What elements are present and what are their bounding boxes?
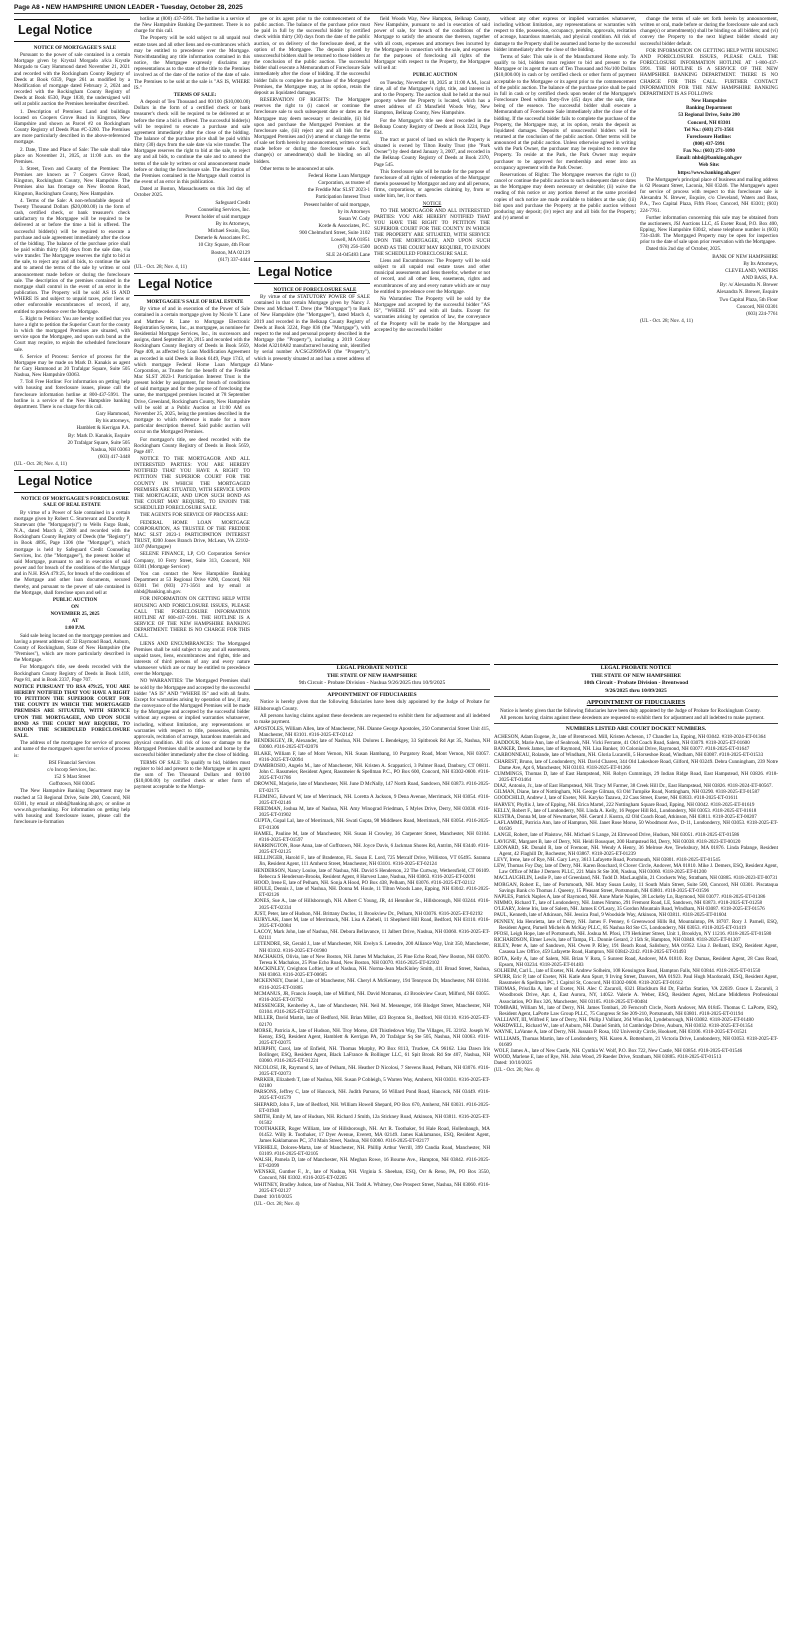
- probate-entry: O'LEARY, Jolene Iris, late of Salem, NH. James E O'Leary, 35 Gordon Mountain Road, Windham, NH 03087. #318-2025-ET-01576: [494, 906, 765, 913]
- auction-line: ON: [71, 603, 79, 610]
- signature-line: 10 City Square, 4th Floor: [198, 242, 250, 249]
- notice-paragraph: By virtue of a Power of Sale contained in a certain mortgage given by Robert C. Sturtevant and Dorothy P. Sturtevant (the "Mortgagor(s)") to Wells Fargo Bank, N.A., dated March 4, 2008 and recorded with the Rockingham County Registry of Deeds (the "Registry") in Book 4895, Page 1306 (the "Mortgage"), which mortgage is held by Safeguard Credit Counseling Services, Inc. (the "Mortgagee"), the present holder of said Mortgage, pursuant to and in execution of said power and for breach of the conditions of the Mortgage and in N.H. RSA 479:25, for breach of the conditions of the Mortgage and other loan documents, secured thereby, and pursuant to the power of sale contained in the Mortgage, shall foreclose upon and sell at: [14, 509, 130, 596]
- probate-entry: LEVY, Irene, late of Rye, NH. Gary Levy, 3613 Lafayette Road, Portsmouth, NH 03801. #318-2025-ET-01545: [494, 857, 721, 863]
- divider: [254, 689, 490, 690]
- probate-entry: HOULE, Dennis J., late of Nashua, NH. Donna M. Houle, 11 Tilton Woods Lane, Epping, NH 03042. #316-2025-ET-02126: [254, 886, 490, 899]
- probate-dated: Dated: 10/10/2025: [254, 1193, 293, 1200]
- signature-line: Lowell, MA 01851: [331, 237, 370, 244]
- bank-website-link[interactable]: https://www.banking.nh.gov/: [677, 169, 741, 176]
- probate-entry: ACHESON, Adam Eugene, Jr., late of Brentwood. Mill, Kristen Acheson, 17 Chandler Ln, Epping, NH 03042. #318-2024-ET-01364: [494, 733, 766, 740]
- signature-line: By: /s/ Alexandra N. Brewer: [719, 282, 778, 289]
- probate-entry: BENDEKGEY, JR, Alexander, late of Nashua, NH. Dolores L Bendekgey, 33 Spitbrook Rd Apt 35, Nashua, NH 03060. #316-2025-ET-02076: [254, 738, 490, 751]
- bank-line: Fax No.: (603) 271-1090: [683, 148, 735, 155]
- probate-entry: MESSENGER, Kenberley A., late of Manchester, NH. Neil M. Messenger, 166 Blodget Street, Manchester, NH 03104. #316-2025-ET-02138: [254, 1003, 490, 1016]
- notice-paragraph: The tract or parcel of land on which the Property is situated is owned by Tilton Realty Trust (the "Park Owner") by deed dated January 3, 2007, and recorded in the Belknap County Registry of Deeds at Book 2370, Page 545.: [374, 136, 490, 168]
- notice-paragraph: The address of the mortgagee for service of process and name of the mortgagee's agent for service of process is:: [14, 740, 130, 759]
- terms-title: TERMS OF SALE:: [173, 91, 217, 98]
- signature-line: By his attorneys,: [95, 418, 130, 425]
- probate-entry: PARSONS, Jeffrey C, late of Hancock, NH. Judith Parsons, 56 Willard Pond Road, Hancock, NH 03449. #316-2025-ET-01579: [254, 1089, 490, 1102]
- notice-paragraph: Pursuant to the power of sale contained in a certain Mortgage given by Krystal Morgado a/k/a Krystle Morgado to Gary Hammond dated November 21, 2021 and recorded with the Rockingham County Registry of Deeds at Book 6359, Page 261 as modified by a Modification of mortgage dated February 2, 2024 and recorded with the Rockingham County Registry of Deeds at Book 6530, Page 1830, the undersigned will sell at public auction the Premises hereinafter described.: [14, 52, 130, 108]
- notice-paragraph: TERMS OF SALE: To qualify to bid, bidders must register to bid and present to the Mortgagee or its agent the sum of Ten Thousand Dollars and 00/100 ($10,000.00) by certified check or other form of payment acceptable to the Mortga-: [134, 759, 250, 791]
- notice-paragraph: SELENE FINANCE, LP, C/O Corporation Service Company, 10 Ferry Street, Suite 313, Concord, NH 03301 (Mortgage Servicer): [134, 551, 250, 570]
- probate-period: 9/26/2025 thru 10/09/2025: [605, 687, 667, 694]
- notice-paragraph: FOR INFORMATION ON GETTING HELP WITH HOUSING AND FORECLOSURE ISSUES, PLEASE CALL THE FORECLOSURE INFORMATION HOTLINE AT 1-800-437-5991. THE HOTLINE IS A SERVICE OF THE NEW HAMPSHIRE BANKING DEPARTMENT. THERE IS NO CHARGE FOR THIS CALL. FURTHER CONTACT INFORMATION FOR THE NEW HAMPSHIRE BANKING DEPARTMENT IS AS FOLLOWS:: [640, 47, 778, 97]
- probate-entry: HOOD, Irene E, late of Pelham, NH. Sonja A Hood, PO Box 438, Pelham, NH 03076. #316-2025-ET-02112: [254, 879, 475, 886]
- probate-intro: Notice is hereby given that the following fiduciaries have been duly appointed by the Judge of Probate for Rockingham County.: [500, 707, 761, 714]
- probate-title: LEGAL PROBATE NOTICE: [336, 665, 408, 671]
- bank-line: 53 Regional Drive, Suite 200: [678, 112, 740, 119]
- bank-line: (800) 437-5991: [693, 140, 725, 147]
- signature-line: Participation Interest Trust: [315, 194, 370, 201]
- notice-caps: NOTICE PURSUANT TO RSA 479:25, YOU ARE HEREBY NOTIFIED THAT YOU HAVE A RIGHT TO PETITION THE SUPERIOR COURT FOR THE COUNTY IN WHICH THE MORTGAGED PREMISES ARE SITUATED, WITH SERVICE UPON THE MORTGAGEE, AND UPON SUCH BOND AS THE COURT MAY REQUIRE, TO ENJOIN THE SCHEDULED FORECLOSURE SALE.: [14, 683, 130, 740]
- probate-entry: WAYNE, LaVanne A, late of Derry, NH. Jussara P. Rosa, 102 University Circle, Hooksett, NH 03106. #318-2025-ET-01521: [494, 1029, 747, 1036]
- notice-paragraph: NOTICE TO THE MORTGAGOR AND ALL INTERESTED PARTIES: YOU ARE HEREBY NOTIFIED THAT YOU HAVE A RIGHT TO PETITION THE SUPERIOR COURT FOR THE COUNTY IN WHICH THE MORTGAGED PREMISES ARE SITUATED, WITH SERVICE UPON THE MORTGAGEE, AND UPON SUCH BOND AS THE COURT MAY REQUIRE, TO ENJOIN THE SCHEDULED FORECLOSURE SALE.: [134, 456, 250, 512]
- masthead: Page A8 • NEW HAMPSHIRE UNION LEADER • Tuesday, October 28, 2025: [14, 0, 778, 14]
- notice-paragraph: 2. Date, Time and Place of Sale: The sale shall take place on November 21, 2025, at 11:00 a.m. on the Premises.: [14, 146, 130, 165]
- signature-line: Two Capital Plaza, 5th Floor: [719, 296, 778, 303]
- notice-paragraph: Said sale being located on the mortgage premises and having a present address of: 32 Raymond Road, Auburn, County of Rockingham, State of New Hampshire (the "Premises"), which are more particularly described in the Mortgage.: [14, 632, 130, 664]
- probate-entry: CARBONNEAU, Rolande, late of Windham, NH. Gloria Lucarelli, 5 Horseshoe Road, Windham, NH 03087. #318-2025-ET-01533: [494, 752, 764, 759]
- column-3: [254, 16, 370, 662]
- probate-entry: PENNEY, Ida Henrietta, late of Derry, NH. James F. Penney, 6 Greenwood Hills Rd, Mountaintop, PA 18707. Rory J. Parnell, ESQ, Resident Agent, Parnell Michels & McKay PLLC, 85 Nashua Rd Ste C5, Londonderry, NH 03053. #318-2025-ET-01419: [494, 918, 778, 931]
- signature-line: Safeguard Credit: [215, 199, 250, 206]
- probate-entry: MACHAKOS, Olivia, late of New Boston, NH. James M Machakos, 25 Pine Echo Road, New Boston, NH 03070. Teresa K Machakos, 25 Pine Echo Road, New Boston, NH 03070. #316-2025-ET-02102: [254, 953, 490, 966]
- notice-paragraph: 4. Terms of the Sale: A non-refundable deposit of Twenty Thousand Dollars ($20,000.00) in the form of cash, certified check, or bank treasurer's check satisfactory to the Mortgagee will be required to be delivered at or before the time a bid is offered. The successful bidder(s) will be required to execute a purchase and sale agreement immediately after the close of the bidding. The balance of the purchase price shall be paid within thirty (30) days from the sale date, via wire transfer. The Mortgagee reserves the right to bid at the sale, to reject any and all bids, to continue the sale and to amend the terms of the sale by written or oral announcement made before or during the foreclosure sale. The description of the premises contained in the mortgage shall control in the event of an error in the publication. The Property will be sold AS IS AND WHERE IS and subject to unpaid taxes, prior liens or other enforceable encumbrances of record, if any, entitled to precedence over the Mortgage.: [14, 197, 130, 315]
- signature-line: AND BASS, P.A.: [741, 275, 778, 282]
- notice-paragraph: By virtue of and in execution of the Power of Sale contained in a certain mortgage given by Nicole Y. Lane and Matthew R. Lane to Mortgage Electronic Registration Systems, Inc., as mortgagee, as nominee for Residential Mortgage Services, Inc., its successors and assigns, dated September 30, 2015 and recorded with the Rockingham County Registry of Deeds in Book 5659, Page 409, as affected by Loan Modification Agreement as recorded in said Deeds in Book 6149, Page 1743, of which mortgage Federal Home Loan Mortgage Corporation, as Trustee for the benefit of the Freddie Mac SLST 2023-1 Participation Interest Trust is the present holder by assignment, for breach of conditions of said mortgage and for the purpose of foreclosing the same, the mortgaged premises located at 78 September Drive, Greenland, Rockingham County, New Hampshire will be sold at a Public Auction at 11:00 AM on November 25, 2025, being the premises described in the mortgage to which reference is made for a more particular description thereof. Said public auction will occur on the Mortgaged Premises.: [134, 306, 250, 436]
- column-5: [494, 16, 636, 662]
- bank-line: Concord, NH 03301: [687, 119, 731, 126]
- publication-dates: (UL - Oct. 28; Nov. 4): [254, 1201, 300, 1208]
- probate-entry: TOMBARI, William M., late of Derry, NH. James Tombari, 20 Ferncroft Circle, North Andover, MA 01845. Thomas C. LaPorte, ESQ, Resident Agent, LaPorte Law Group PLLC, 75 Congress St Ste 209-210, Portsmouth, NH 03801. #318-2025-ET-01194: [494, 1004, 778, 1017]
- probate-entry: GILMAN, Diane, late of Nottingham, NH. George Gilman, 63 Old Turnpike Road, Nottingham, NH 03290. #318-2025-ET-01587: [494, 789, 760, 796]
- notice-paragraph: Dated at Boston, Massachusetts on this 3rd day of October 2025.: [134, 186, 250, 199]
- signature-line: CLEVELAND, WATERS: [725, 267, 778, 274]
- probate-entry: TOOTHAKER, Roger William, late of Hillsborough, NH. Art R. Toothaker, 94 Hale Road, Hollenbaugh, MA 01452. Willy R. Toothaker, 17 Dyer Avenue, Everett, MA 02149. James Kaklamanos, ESQ, Resident Agent, James Kaklamanos PC, 374 Main Street, Nashua, NH 03060. #316-2025-ET-02177: [254, 1126, 490, 1145]
- signature-line: by its Attorneys: [337, 208, 370, 215]
- probate-entry: MORSE, Patricia A., late of Hudson, NH. Troy Morse, 420 Thistledown Way, The Villages, FL 32162. Joseph W. Kenny, ESQ, Resident Agent, Hamblett & Kerrigan PA, 20 Trafalgar Sq Ste 505, Nashua, NH 03063. #316-2025-ET-02075: [254, 1027, 490, 1046]
- notice-paragraph: Reservations of Rights: The Mortgagee reserves the right to (i) cancel or continue the public auction to such subsequent date or dates as the Mortgagee may deem necessary or desirable; (ii) waive the reading of this notice or any portion thereof at the same provided copies of such notice are made available to bidders at the sale; (iii) bid upon and purchase the Property at the public auction without producing any deposit; (iv) reject any and all bids for the Property; and (v) amend or: [494, 171, 636, 221]
- probate-entry: PAUL, Kenneth, late of Atkinson, NH. Jessica Paul, 9 Woodside Way, Atkinson, NH 03811. #318-2025-ET-01604: [494, 912, 727, 919]
- notice-paragraph: Other terms to be announced at sale.: [260, 165, 335, 172]
- probate-entry: PFOSI, Leigh Hope, late of Portsmouth, NH. Joshua M. Pfosi, 179 Herkimer Street, Unit 1, Brooklyn, NY 11216. #318-2025-ET-01580: [494, 930, 772, 937]
- probate-entry: LETENDRE, SR, Gerald J., late of Manchester, NH. Evelyn S. Letendre, 200 Alliance Way, Unit 350, Manchester, NH 03102. #316-2025-ET-01980: [254, 941, 490, 954]
- notice-title: NOTICE OF MORTGAGEE'S SALE: [33, 45, 117, 51]
- probate-intro: All persons having claims against these decedents are requested to exhibit them for adjustment and all indebted to make payment.: [500, 715, 765, 722]
- publication-dates: (UL - Oct. 28; Nov. 4): [494, 1067, 540, 1074]
- probate-entry: MACLAUGHLIN, Leslie P., late of Greenland, NH. Todd D. MacLaughlin, 21 Crockerts Way, Stratham, NH 03885. #318-2023-ET-00731: [494, 875, 778, 882]
- signature-line: BANK OF NEW HAMPSHIRE: [712, 253, 778, 260]
- notice-title: NOTICE OF FORECLOSURE SALE: [273, 286, 357, 293]
- signature-line: 900 Chelmsford Street, Suite 3102: [299, 230, 370, 237]
- probate-entry: MILLER, David Martin, late of Bedford, NH. Brian Miller, 423 Boynton St., Bedford, NH 03110. #316-2025-ET-02170: [254, 1015, 490, 1028]
- notice-paragraph: FEDERAL HOME LOAN MORTGAGE CORPORATION, AS TRUSTEE OF THE FREDDIE MAC SLST 2023-1 PARTICIPATION INTEREST TRUST, 8200 Jones Branch Drive, McLean, VA 22102-3107 (Mortgagee): [134, 519, 250, 551]
- probate-entry: KUSTRA, Donna M, late of Newmarket, NH. Gerard J. Kustra, 42 Old Coach Road, Atkinson, NH 03811. #318-2025-ET-00207: [494, 813, 757, 820]
- probate-entry: SOLHEIM, Carl L., late of Exeter, NH. Andrew Solheim, 108 Kensington Road, Hampton Falls, NH 03844. #318-2025-ET-01550: [494, 967, 761, 974]
- probate-intro: Notice is hereby given that the following fiduciaries have been duly appointed by the Judge of Probate for Hillsborough County.: [254, 699, 490, 712]
- notice-paragraph: 5. Right to Petition: You are hereby notified that you have a right to petition the Superior Court for the county in which the mortgaged Premises are situated, with service upon the Mortgagee, and upon such bond as the Court may require, to enjoin the scheduled foreclosure sale.: [14, 315, 130, 353]
- notice-paragraph: Dated this 2nd day of October, 2025.: [646, 246, 722, 253]
- signature-line: Boston, MA 02129: [211, 249, 250, 256]
- signature-line: the Freddie Mac SLST 2023-1: [307, 187, 370, 194]
- signature-line: Gary Hammond,: [95, 411, 130, 418]
- probate-entry: APOSTOLES, William Allen, late of Manchester, NH. Dianne George Apostoles, 250 Commercial Street Unit 415, Manchester, NH 03101. #316-2025-ET-02142: [254, 726, 490, 739]
- notice-paragraph: 7. Toll Free Hotline: For information on getting help with housing and foreclosure issues, please call the foreclosure information hotline at 800-437-5991. The hotline is a service of the New Hampshire banking department. There is no charge for this call.: [14, 379, 130, 410]
- notice-paragraph: For Mortgagor's title, see deeds recorded with the Rockingham County Registry of Deeds in Book 1418, Page 81, and in Book 2337, Page 707.: [14, 664, 130, 683]
- signature-line: Present holder of said mortgage,: [303, 201, 370, 208]
- probate-entry: WHITNEY, Bradley Judson, late of Nashua, NH. Todd A. Whitney, One Prospect Street, Nashua, NH 03060. #316-2025-ET-02127: [254, 1181, 490, 1194]
- probate-subhead: NUMBERS LISTED ARE COURT DOCKET NUMBERS.: [565, 726, 707, 733]
- signature-line: Susan W. Cody: [338, 215, 370, 222]
- probate-entry: HAMEL, Pauline M, late of Manchester, NH. Susan H Crowley, 36 Carpenter Street, Manchester, NH 03104. #316-2025-ET-01597: [254, 830, 490, 843]
- probate-entry: HARRINGTON, Rose Anna, late of Goffstown, NH. Joyce Davis, 6 Jackman Shores Rd, Antrim, NH 03440. #316-2025-ET-02125: [254, 842, 490, 856]
- signature-line: Federal Home Loan Mortgage: [308, 172, 370, 179]
- auction-line: NOVEMBER 25, 2025: [50, 611, 100, 618]
- probate-entry: LAVIGNE, Margaret B, late of Derry, NH. Heidi Bousquet, 200 Hampstead Rd, Derry, NH 03038. #318-2023-ET-00120: [494, 838, 741, 845]
- agent-line: 152 S Mast Street: [53, 774, 91, 781]
- probate-entry: WOLF, James A., late of New Castle, NH. Cynthia W. Wolf, P.O. Box 722, New Castle, NH 03854. #318-2025-ET-01546: [494, 1047, 743, 1054]
- notice-paragraph: THE AGENTS FOR SERVICE OF PROCESS ARE:: [140, 512, 248, 519]
- notice-paragraph: field Woods Way, New Hampton, Belknap County, New Hampshire, pursuant to and in execution of said power of sale, for breach of the conditions of the Mortgage to satisfy the amounts due thereon, together with all costs, expenses and attorneys fees incurred by the Mortgagee in connection with the sale, and expenses for the purposes of foreclosing all rights of the Mortgagor with respect to the Property, the Mortgagee will sell at:: [374, 16, 490, 72]
- bank-line: Banking Department: [686, 105, 732, 112]
- bank-line: Tel No.: (603) 271-3561: [683, 126, 735, 133]
- probate-entry: FRIEDMAN, Joshua M, late of Nashua, NH. Amy Winograd Friedman, 5 Myles Drive, Derry, NH 03038. #316-2025-ET-01902: [254, 806, 490, 819]
- probate-entry: FLEMING, Edward W, late of Merrimack, NH. Loretta A Jackson, 9 Dena Avenue, Merrimack, NH 03054. #316-2025-ET-02146: [254, 793, 490, 806]
- probate-entries: [254, 726, 490, 1194]
- bank-line: New Hampshire: [691, 98, 727, 105]
- probate-entry: KURYLAK, Janet M, late of Merrimack, NH. Lisa A Ziebell, 11 Shepherd Hill Road, Bedford, NH 03110. #316-2025-ET-02084: [254, 916, 490, 929]
- probate-entry: WILLIAMS, Thomas Martin, late of Londonderry, NH. Karen A. Bottenhorn, 21 Victoria Drive, Londonderry, NH 03053. #318-2025-ET-01609: [494, 1035, 778, 1048]
- probate-entry: WENSKE, Gunther F., Jr., late of Nashua, NH. Virginia S. Sheehan, ESQ, Orr & Reno, PA, PO Box 3550, Concord, NH 03302. #316-2025-ET-02205: [254, 1169, 490, 1182]
- publication-dates: (UL - Oct. 28; Nov. 4, 11): [640, 318, 693, 325]
- signature-line: By: Mark D. Kanakis, Esquire: [68, 432, 130, 439]
- probate-entry: SHEPARD, John F., late of Bedford, NH. William Howell Shepard, PO Box 670, Amherst, NH 03031. #316-2025-ET-01940: [254, 1101, 490, 1114]
- legal-notice-heading: Legal Notice: [14, 470, 130, 493]
- probate-court: 10th Circuit - Probate Division - Brentwood: [583, 680, 689, 687]
- probate-entry: LEONARD, SR. Donald R, late of Fremont, NH. Wendy A Henry, 36 Melrose Ave, Tewksbury, MA 01876. Linda Palange, Resident Agent, 42 Flaghill Dr, Rochester, NH 03867. #318-2025-ET-01239: [494, 844, 778, 857]
- probate-entry: D'AMBROSIO, Angelo M., late of Manchester, NH. Kristen A. Scappaticci, 3 Palmer Road, Danbury, CT 06811. John C. Rassmeier, Resident Agent, Rassmeier & Spellman P.C., PO Box 600, Concord, NH 03302-0600. #316-2025-ET-01786: [254, 762, 490, 782]
- notice-paragraph: This foreclosure sale will be made for the purpose of foreclosure of all rights of redemption of the Mortgagor therein possessed by Mortgagor and any and all persons, firms, corporations, or agencies claiming by, from or under him, her, it or them.: [374, 168, 490, 200]
- notice-paragraph: The New Hampshire Banking Department may be reached at 53 Regional Drive, Suite 200, Concord, NH 03301, by email at nhbd@banking.nh.gov, or online at www.nh.gov/banking. For information on getting help with housing and foreclosure issues, please call the foreclosure in-formation: [14, 788, 130, 826]
- notice-paragraph: NO WARRANTIES: The Mortgaged Premises shall be sold by the Mortgagee and accepted by the successful bidder "AS IS" AND "WHERE IS" and with all faults. Except for warranties arising by operation of law, if any, the conveyance of the Mortgaged Premises will be made by the Mortgagee and accepted by the successful bidder without any express or implied warranties whatsoever, including, without limitation, any representations or warranties with respect to title, possession, permits, approvals, recitation of acreage, hazardous materials and physical condition. All risk of loss or damage to the Mortgaged Premises shall be assumed and borne by the successful bidder immediately after the close of bidding.: [134, 678, 250, 759]
- publication-dates: (UL - Oct. 28; Nov. 4, 11): [134, 263, 187, 270]
- probate-entry: THOMAS, Priscilla A, late of Exeter, NH. Alec C Zacaroli, 6321 Blackburn Rd Dr, Fairfax Station, VA 22039. Grace L Zacaroli, 3 Woodbrook Drive, Apt. 4, East Aurora, NY, 14052. Valerie A. Weber, ESQ, Resident Agent, McLane Middleton Professional Association, PO Box 326, Manchester, NH 03105. #318-2025-ET-00484: [494, 986, 778, 1005]
- signature-line: (603) 224-7761: [746, 310, 778, 317]
- probate-entry: MCMANUS, JR, Francis Joseph, late of Milford, NH. David Mcmanus, 43 Brookview Court, Milford, NH 03055. #316-2025-ET-01792: [254, 990, 490, 1003]
- notice-paragraph: For the Mortgagor's title see deed recorded in the Belknap County Registry of Deeds at Book 3224, Page 834.: [374, 117, 490, 136]
- signature-line: (617) 337-4444: [218, 256, 250, 263]
- notice-paragraph: gee or its agent prior to the commencement of the public auction. The balance of the purchase price must be paid in full by the successful bidder by certified check within thirty (30) days from the date of the public auction, or on delivery of the foreclosure deed, at the option of the Mortgagee. The deposits placed by unsuccessful bidders shall be returned to those bidders at the conclusion of the public auction. The successful bidder shall execute a Memorandum of Foreclosure Sale immediately after the close of bidding. If the successful bidder fails to complete the purchase of the Mortgaged Premises, the Mortgagee may, at its option, retain the deposit as liquidated damages.: [254, 16, 370, 96]
- paper-name: NEW HAMPSHIRE UNION LEADER: [45, 3, 155, 11]
- probate-entry: DIAZ, Antonio, Jr., late of East Hampstead, NH. Tracy M Farmer, 38 Creek Hill Dr., East Hampstead, NH 03826. #318-2024-ET-00567.: [494, 783, 773, 790]
- probate-entry: GOODCHILD, Andrew J, late of Exeter, NH. Karyko Tazawa, 22 Cass Street, Exeter, NH 03833. #318-2025-ET-01611: [494, 795, 738, 802]
- notice-paragraph: LIENS AND ENCUMBRANCES: The Mortgaged Premises shall be sold subject to any and all easements, unpaid taxes, liens, encumbrances and rights, title and interests of third persons of any and every nature whatsoever which are or may be entitled to precedence over the Mortgage.: [134, 640, 250, 678]
- issue-date: Tuesday, October 28, 2025: [160, 3, 243, 11]
- probate-entry: PARKER, Elizabeth T, late of Nashua, NH. Susan P Cobleigh, 5 Warren Way, Amherst, NH 03031. #316-2025-ET-02180: [254, 1076, 490, 1090]
- probate-entry: GUPTA, Gopal Lal, late of Merrimack, NH. Swati Gupta, 98 Middlesex Road, Merrimack, NH 03054. #316-2025-ET-01306: [254, 818, 490, 831]
- probate-entry: BLAKE, William F, late of Mont Vernon, NH. Susan Hambang, 10 Purgatory Road, Mont Vernon, NH 03057. #316-2025-ET-02094: [254, 750, 490, 763]
- probate-notice-nashua: [254, 664, 490, 1627]
- probate-dated: Dated: 10/10/2025: [494, 1060, 533, 1067]
- probate-court: 9th Circuit - Probate Division - Nashua 9/26/2025 thru 10/9/2025: [298, 680, 446, 687]
- probate-entry: KELLY, Robert F., late of Londonderry, NH. Linda A. Kelly, 16 Pepper Hill Rd., Londonderry, NH 03053. #318-2025-ET-01618: [494, 807, 757, 814]
- notice-paragraph: on Tuesday, November 18, 2025 at 11:00 A.M., local time, all of the Mortgagee's right, title, and interest in and to the Property. The auction shall be held at the real property where the Property is located, which has a street address of 43 Mansfield Woods Way, New Hampton, Belknap County, New Hampshire.: [374, 79, 490, 117]
- signature-line: Concord, NH 03301: [736, 303, 778, 310]
- notice-caps: TO THE MORTGAGOR AND ALL INTERESTED PARTIES: YOU ARE HEREBY NOTIFIED THAT YOU HAVE THE RIGHT TO PETITION THE SUPERIOR COURT FOR THE COUNTY IN WHICH THE PROPERTY ARE SITUATED, WITH SERVICE UPON THE MORTGAGEE, AND UPON SUCH BOND AS THE COURT MAY REQUIRE, TO ENJOIN THE SCHEDULED FORECLOSURE SALE.: [374, 207, 490, 257]
- probate-entry: NICOLOSI, JR, Raymond S, late of Pelham, NH. Heather D Nicolosi, 7 Stevens Road, Pelham, NH 03076. #316-2025-ET-02073: [254, 1064, 490, 1077]
- notice-paragraph: hotline at (800) 437-5991. The hotline is a service of the New Hampshire Banking De-partment. There is no charge for this call.: [134, 16, 250, 35]
- notice-label: NOTICE: [422, 200, 442, 207]
- probate-entry: VALLIANT, III, Wilfred F, late of Derry, NH. Philip J Valliant, 264 Winn Rd, Lyndeborough, NH 03082. #318-2025-ET-01480: [494, 1017, 754, 1024]
- signature-line: Korde & Associates, P.C.: [318, 223, 370, 229]
- bank-email[interactable]: Email: nhbd@banking.nh.gov: [676, 155, 742, 162]
- legal-notice-heading: Legal Notice: [14, 19, 130, 42]
- probate-state: THE STATE OF NEW HAMPSHIRE: [326, 672, 418, 679]
- signature-line: Demerle & Associates P.C.: [194, 235, 250, 242]
- signature-line: Corporation, as trustee of: [318, 180, 370, 187]
- divider: [494, 696, 778, 697]
- notice-paragraph: 3. Street, Town and County of the Premises: The Premises are known as 7 Coopers Grove Road, Kingston, Rockingham County, New Hampshire. The Premises also has frontage on New Boston Road, Kingston, Rockingham County, New Hampshire.: [14, 165, 130, 197]
- notice-paragraph: No Warranties: The Property will be sold by the Mortgagee and accepted by the successful bidder "AS IS", "WHERE IS" and with all faults. Except for warranties arising by operation of law, the conveyance of the Property will be made by the Mortgagee and accepted by the successful bidder: [374, 295, 490, 333]
- notice-paragraph: RESERVATION OF RIGHTS: The Mortgagee reserves the right to (i) cancel or continue the foreclosure sale to such subsequent date or dates as the Mortgagee may deem necessary or desirable, (ii) bid upon and purchase the Mortgaged Premises at the foreclosure sale, (iii) reject any and all bids for the Mortgaged Premises and (iv) amend or change the terms of sale set forth herein by announcement, written or oral, made before or during the foreclosure sale. Such change(s) or amendment(s) shall be binding on all bidders.: [254, 97, 370, 165]
- probate-entry: BANKER, Derek James, late of Raymond, NH. Lisa Banker, 10 Colonial Drive, Raymond, NH 03077. #318-2025-ET-01647: [494, 746, 750, 753]
- column-1: [14, 16, 130, 1626]
- signature-line: Alexandra N. Brewer, Esquire: [716, 289, 778, 296]
- signature-line: Hamblett & Kerrigan P.A.: [76, 425, 130, 432]
- probate-intro: All persons having claims against these decedents are requested to exhibit them for adjustment and all indebted to make payment.: [254, 712, 490, 725]
- probate-entry: MORGAN, Robert E., late of Portsmouth, NH. Mary Susan Leahy, 11 South Main Street, Suite 500, Concord, NH 03301. Piscataqua Savings Bank c/o Thomas J. Queeny, 15 Pleasant Street, Portsmouth, NH 03801. #318-2025-ET-01596: [494, 881, 778, 894]
- notice-paragraph: FOR INFORMATION ON GETTING HELP WITH HOUSING AND FORECLOSURE ISSUES, PLEASE CALL THE FORECLOSURE INFORMATION HOTLINE AT 800-437-5991. THE HOTLINE IS A SERVICE OF THE NEW HAMPSHIRE BANKING DEPARTMENT. THERE IS NO CHARGE FOR THIS CALL.: [134, 596, 250, 640]
- probate-entry: HENDERSON, Nancy Louise, late of Nashua, NH. David S Henderson, 22 The Curtway, Wethersfield, CT 06109. Rebecca S Henderson-Brooks, Resident Agent, 8 Harvest Lane, Nashua, NH 03063. #316-2025-ET-02091: [254, 867, 490, 880]
- legal-notice-heading: Legal Notice: [254, 261, 370, 284]
- notice-paragraph: change the terms of sale set forth herein by announcement, written or oral, made before or during the foreclosure sale and such change(s) or amendment(s) shall be binding on all bidders; and (vi) convey the Property to the next highest bidder should any successful bidder default.: [640, 16, 778, 47]
- probate-entry: CHAREST, Bruno, late of Londonderry, NH. David Charest, 344 Old Lakeshore Road, Gilford, NH 03249. Debra Cunningham, 239 Notre Dame Ave, Apt 6, Manchester, NH 03103. #318-2025-ET-01266: [494, 758, 778, 771]
- probate-entry: MACKINLEY, Creighton Loftier, late of Nashua, NH. Norma-Jean MacKinley Smith, 411 Broad Street, Nashua, NH 03063. #316-2025-ET-00605: [254, 966, 490, 979]
- agent-line: BSI Financial Services: [48, 759, 96, 766]
- probate-entry: HELLINGER, Harold F., late of Bradenton, FL. Susan E. Lord, 725 Metcalf Drive, Williston, VT 05495. Saranna Jin, Resident Agent, 111 Amherst Street, Manchester, NH 03101. #316-2025-ET-02124: [254, 855, 490, 868]
- signature-line: Nashua, NH 03063: [90, 446, 130, 453]
- probate-appointment-title: APPOINTMENT OF FIDUCIARIES: [327, 691, 417, 698]
- notice-paragraph: By virtue of the STATUTORY POWER OF SALE contained in that certain Mortgage given by Nancy J. Drew and Michael T. Drew (the "Mortgagor") to Bank of New Hampshire (the "Mortgagee"), dated March 4, 2019 and recorded in the Belknap County Registry of Deeds at Book 3224, Page 836 (the "Mortgage"), with respect to the real and personal property described in the Mortgage (the "Property"), including a 2019 Colony Model A3210A82 manufactured housing unit, identified by serial number A/CSG29909A/B (the "Property"), which is presently situated at and has a street address of 43 Mans-: [254, 293, 370, 368]
- bank-line: Web Site:: [698, 162, 720, 169]
- notice-paragraph: Liens and Encumbrances: The Property will be sold subject to all unpaid real estate taxes and other municipal assessments and liens therefor, whether or not of record, and all other liens, easements, rights and encumbrances of any and every nature which are or may be entitled to precedence over the Mortgage.: [374, 257, 490, 295]
- signature-line: (603) 417-3448: [98, 454, 130, 460]
- probate-entry: RILEY, Peter A, late of Sandown, NH. Owen P. Riley, 191 Beach Road, Salisbury, MA 01952. Lisa J. Bellanti, ESQ, Resident Agent, Casassa Law Office, 459 Lafayette Road, Hampton, NH 03842-2242. #318-2025-ET-01493: [494, 943, 778, 956]
- probate-entry: LAFLAMME, Patricia Ann, late of Hampton, NH. Janet Rose Morse, 50 Woodmont Ave., D-11, Londonderry, NH 03053. #318-2025-ET-01636: [494, 820, 778, 833]
- auction-line: PUBLIC AUCTION: [52, 596, 98, 603]
- probate-entry: ROTA, Kelly A, late of Salem, NH. Brian V Rota, 5 Sunrest Road, Andover, MA 01810. Roy Dumas, Resident Agent, 28 Cass Road, Epsom, NH 03234. #318-2025-ET-01483: [494, 955, 778, 968]
- probate-entry: BADDOUR, Marie Ann, late of Seabrook, NH. Vicki Ferrante, 41 Old Coach Road, Salem, NH 03079. #318-2025-ET-01600: [494, 740, 750, 747]
- column-6: [640, 16, 778, 662]
- signature-line: Counseling Services, Inc.: [197, 206, 250, 213]
- legal-notice-heading: Legal Notice: [134, 273, 250, 296]
- notice-paragraph: Terms of Sale: This sale is of the Manufactured Home only. To qualify to bid, bidders must register to bid and present to the Mortgagee or its agent the sum of Ten Thousand and No/100 Dollars ($10,000.00) in cash or by certified check or other form of payment acceptable to the Mortgagee or its agent prior to the commencement of the public auction. The balance of the purchase price shall be paid in full in cash or by certified check upon tender of the Mortgagee's Foreclosure Deed within forty-five (45) days after the sale, time being of the essence. The successful bidder shall execute a Memorandum of Foreclosure Sale immediately after the close of the bidding. If the successful bidder fails to complete the purchase of the Property, the Mortgagee may, at its option, retain the deposit as liquidated damages. Deposits of unsuccessful bidders will be returned at the conclusion of the public auction. Other terms will be announced at the public auction. Unless otherwise agreed in writing with the Park Owner, the purchaser may be required to remove the Property. To reside at the Park, the Park Owner may require purchaser to be approved for membership and enter into an occupancy agreement with the Park Owner.: [494, 53, 636, 171]
- probate-entry: WARDWELL, Richard W., late of Auburn, NH. Daniel Smith, 14 Cambridge Drive, Auburn, NH 03032. #318-2025-ET-01354: [494, 1023, 753, 1030]
- auction-title: PUBLIC AUCTION: [412, 72, 458, 79]
- divider: [494, 723, 778, 724]
- probate-entry: WOOD, Marlene E, late of Rye, NH. John Wood, 29 Raeder Drive, Stratham, NH 03885. #318-2025-ET-01513: [494, 1054, 722, 1060]
- notice-paragraph: without any other express or implied warranties whatsoever, including without limitation, any representations or warranties with respect to title, possession, occupancy, permits, approvals, recitation of acreage, hazardous materials, and physical condition. All risk of damage to the Property shall be assumed and borne by the successful bidder immediately after the close of the bidding.: [494, 16, 636, 53]
- probate-appointment-title: APPOINTMENT OF FIDUCIARIES: [586, 699, 686, 707]
- probate-entry: RICHARDSON, Elmer Lewis, late of Tampa, FL. Donnie Gerard, 2 15th St, Hampton, NH 03848. #318-2025-ET-01307: [494, 937, 741, 944]
- probate-entry: JUST, Peter, late of Hudson, NH. Brittany Duclos, 11 Brookview Dr., Pelham, NH 03076. #316-2025-ET-02192: [254, 910, 483, 917]
- agent-line: Goffstown, NH 03045: [49, 781, 95, 788]
- bank-line: Foreclosure Hotline:: [686, 133, 732, 140]
- notice-paragraph: 1. Description of Premises: Land and buildings located on Coopers Grove Road in Kingston, New Hampshire and shown as Parcel #2 on Rockingham County Registry of Deeds Plan #C-3260. The Premises are more particularly described in the above-referenced mortgage.: [14, 108, 130, 146]
- probate-entry: NAPLES, Patrick Naples A, late of Raymond, NH. Anne Marie Naples, 38 Lockeby Ln, Raymond, NH 03077. #318-2025-ET-01386: [494, 893, 766, 900]
- probate-entry: HARVEY, Phyllis J, late of Epping, NH. Erica Martel, 222 Nottingham Square Road, Epping, NH 03042. #318-2025-ET-01619: [494, 801, 755, 808]
- signature-line: 20 Trafalgar Square, Suite 505: [67, 439, 130, 446]
- probate-entry: JONES, Sue A., late of Hillsborough, NH. Albert C Young, JR, 44 Henniker St., Hillsborough, NH 03244. #316-2025-ET-02334: [254, 898, 490, 911]
- signature-line: By its Attorneys,: [215, 221, 250, 227]
- probate-entry: LANGE, Robert, late of Plaistow, NH. Michael S Lange, 24 Elmwood Drive, Hudson, NH 03051. #318-2025-ET-01586: [494, 832, 740, 839]
- notice-paragraph: A deposit of Ten Thousand and 00/100 ($10,000.00) Dollars in the form of a certified check or bank treasurer's check will be required to be delivered at or before the time a bid is offered. The successful bidder(s) will be required to execute a purchase and sale agreement immediately after the close of the bidding. The balance of the purchase price shall be paid within thirty (30) days from the sale date via wire transfer. The Mortgagee reserves the right to bid at the sale, to reject any and all bids, to continue the sale and to amend the terms of the sale by written or oral announcement made before or during the foreclosure sale. The description of the Premises contained in the Mortgage shall control in the event of an error in this publication.: [134, 99, 250, 186]
- notice-paragraph: The Mortgagee's principal place of business and mailing address is 62 Pleasant Street, Laconia, NH 03246. The Mortgagee's agent for service of process with respect to this foreclosure sale is Alexandra N. Brewer, Esquire, c/o Cleveland, Waters and Bass, P.A., Two Capital Plaza, Fifth Floor, Concord, NH 03301; (603) 224-7761.: [640, 176, 778, 214]
- agent-line: c/o Incorp Services, Inc.: [47, 766, 97, 773]
- notice-paragraph: Further information concerning this sale may be obtained from the auctioneers, JSJ Auctions LLC, 45 Exeter Road, P.O. Box 400, Epping, New Hampshire 03042, whose telephone number is (603) 734-4348. The Mortgaged Property may be open for inspection prior to the date of sale upon prior reservation with the Mortgagee.: [640, 214, 778, 246]
- column-4: [374, 16, 490, 662]
- notice-title: MORTGAGEE'S SALE OF REAL ESTATE: [146, 299, 244, 306]
- signature-line: By Its Attorneys,: [743, 260, 778, 267]
- signature-line: (978) 256-1500: [338, 244, 370, 251]
- probate-entries: [494, 734, 778, 1060]
- auction-line: AT: [71, 618, 79, 625]
- probate-entry: LEW, Thomas Foy Day, late of Derry, NH. Karen Bouchard, 8 Clover Circle, Andover, MA 01810. Mike J. Demers, ESQ, Resident Agent, Law Office of Mike J Demers PLLC, 221 Main St Ste 300, Nashua, NH 03060. #318-2025-ET-01200: [494, 863, 778, 876]
- notice-paragraph: For mortgagor's title, see deed recorded with the Rockingham County Registry of Deeds in Book 5659, Page 407.: [134, 436, 250, 455]
- auction-line: 1:00 P.M.: [64, 625, 86, 632]
- masthead-rule: [14, 13, 778, 14]
- probate-entry: NIMMO, Richard T., late of Londonderry, NH. James Nimmo, 291 Fremont Road, LE, Sandown, NH 03873. #318-2025-ET-01258: [494, 900, 763, 907]
- notice-paragraph: 6. Service of Process: Service of process for the Mortgagee may be made on Mark D. Kanakis as agent for Gary Hammond at 20 Trafalgar Square, Suite 505 Nashua, New Hampshire 03063.: [14, 353, 130, 379]
- column-2: [134, 16, 250, 1626]
- probate-entry: MURPHY, Carol, late of Enfield, NH. Thomas Murphy, PO Box 8113, Truckee, CA 96162. Lisa Dawn Iris Bollinger, ESQ, Resident Agent, Black LaFrance & Bollinger LLC, 61 Spit Brook Rd Ste 407, Nashua, NH 03060. #316-2025-ET-01224: [254, 1046, 490, 1065]
- probate-entry: SMITH, Emily M, late of Hudson, NH. Richard J Smith, 12a Stickney Road, Atkinson, NH 03811. #316-2025-ET-01502: [254, 1113, 490, 1126]
- probate-state: THE STATE OF NEW HAMPSHIRE: [590, 672, 682, 679]
- probate-entry: MCKENNEY, Daniel J., late of Manchester, NH. Cheryl A McKenney, 194 Tennyson Dr, Manchester, NH 03104. #316-2025-ET-01885: [254, 978, 490, 991]
- probate-entry: DROWNE, Marjorie, late of Manchester, NH. June D McNally, 147 North Road, Sandown, NH 03873. #316-2025-ET-02175: [254, 781, 490, 794]
- probate-entry: CUMMINGS, Thomas D, late of East Hampstead, NH. Robyn Cummings, 29 Indian Ridge Road, East Hampstead, NH 03826. #318-2025-ET-01464: [494, 770, 778, 783]
- publication-dates: (UL - Oct. 28; Nov. 4, 11): [14, 461, 67, 468]
- signature-line: SLE 24-045483 Lane: [326, 251, 370, 258]
- page-number: Page A8: [14, 3, 40, 11]
- notice-paragraph: The Property will be sold subject to all unpaid real estate taxes and all other liens and en-cumbrances which may be entitled to precedence over the Mortgage. Notwithstanding any title information contained in this notice, the Mortgagee expressly disclaims any representations as to the state of the title to the Premises involved as of the date of the notice of the date of sale. The Premises to be sold at the sale is "AS IS, WHERE IS.": [134, 35, 250, 91]
- probate-entry: SPURR, Eric P, late of Exeter, NH. Katie Ann Spurr, 9 Irving Street, Danvers, MA 01923. Paul Hugh Macdonald, ESQ, Resident Agent, Rassmeier & Spellman PC, 1 Capitol St, Concord, NH 03302-0600. #318-2025-ET-01612: [494, 973, 778, 987]
- signature-line: Michael Swain, Esq.: [207, 228, 250, 235]
- probate-notice-brentwood: [494, 664, 778, 1627]
- probate-entry: VERHELE, Dolores-Marta, late of Manchester, NH. Phillip Arthur Verrill, 399 Candia Road, Manchester, NH 03109. #316-2025-ET-02105: [254, 1144, 490, 1157]
- probate-title: LEGAL PROBATE NOTICE: [600, 665, 672, 671]
- probate-entry: LACOY, Mark John, late of Nashua, NH. Debora Bellavance, 11 Jalbert Drive, Nashua, NH 03060. #316-2025-ET-02111: [254, 929, 490, 942]
- probate-entry: WALSH, Pamela D, late of Manchester, NH. Meghan Rowe, 16 Bourne Ave., Hampton, NH 03842. #316-2025-ET-02099: [254, 1156, 490, 1170]
- notice-title: NOTICE OF MORTGAGEE'S FORECLOSURE SALE OF REAL ESTATE: [21, 496, 129, 509]
- signature-line: Present holder of said mortgage: [185, 213, 250, 220]
- notice-paragraph: You can contact the New Hampshire Banking Department at 53 Regional Drive #200, Concord, NH 03301 Tel (603) 271-3561 and by email at nhbd@banking.nh.gov.: [134, 570, 250, 596]
